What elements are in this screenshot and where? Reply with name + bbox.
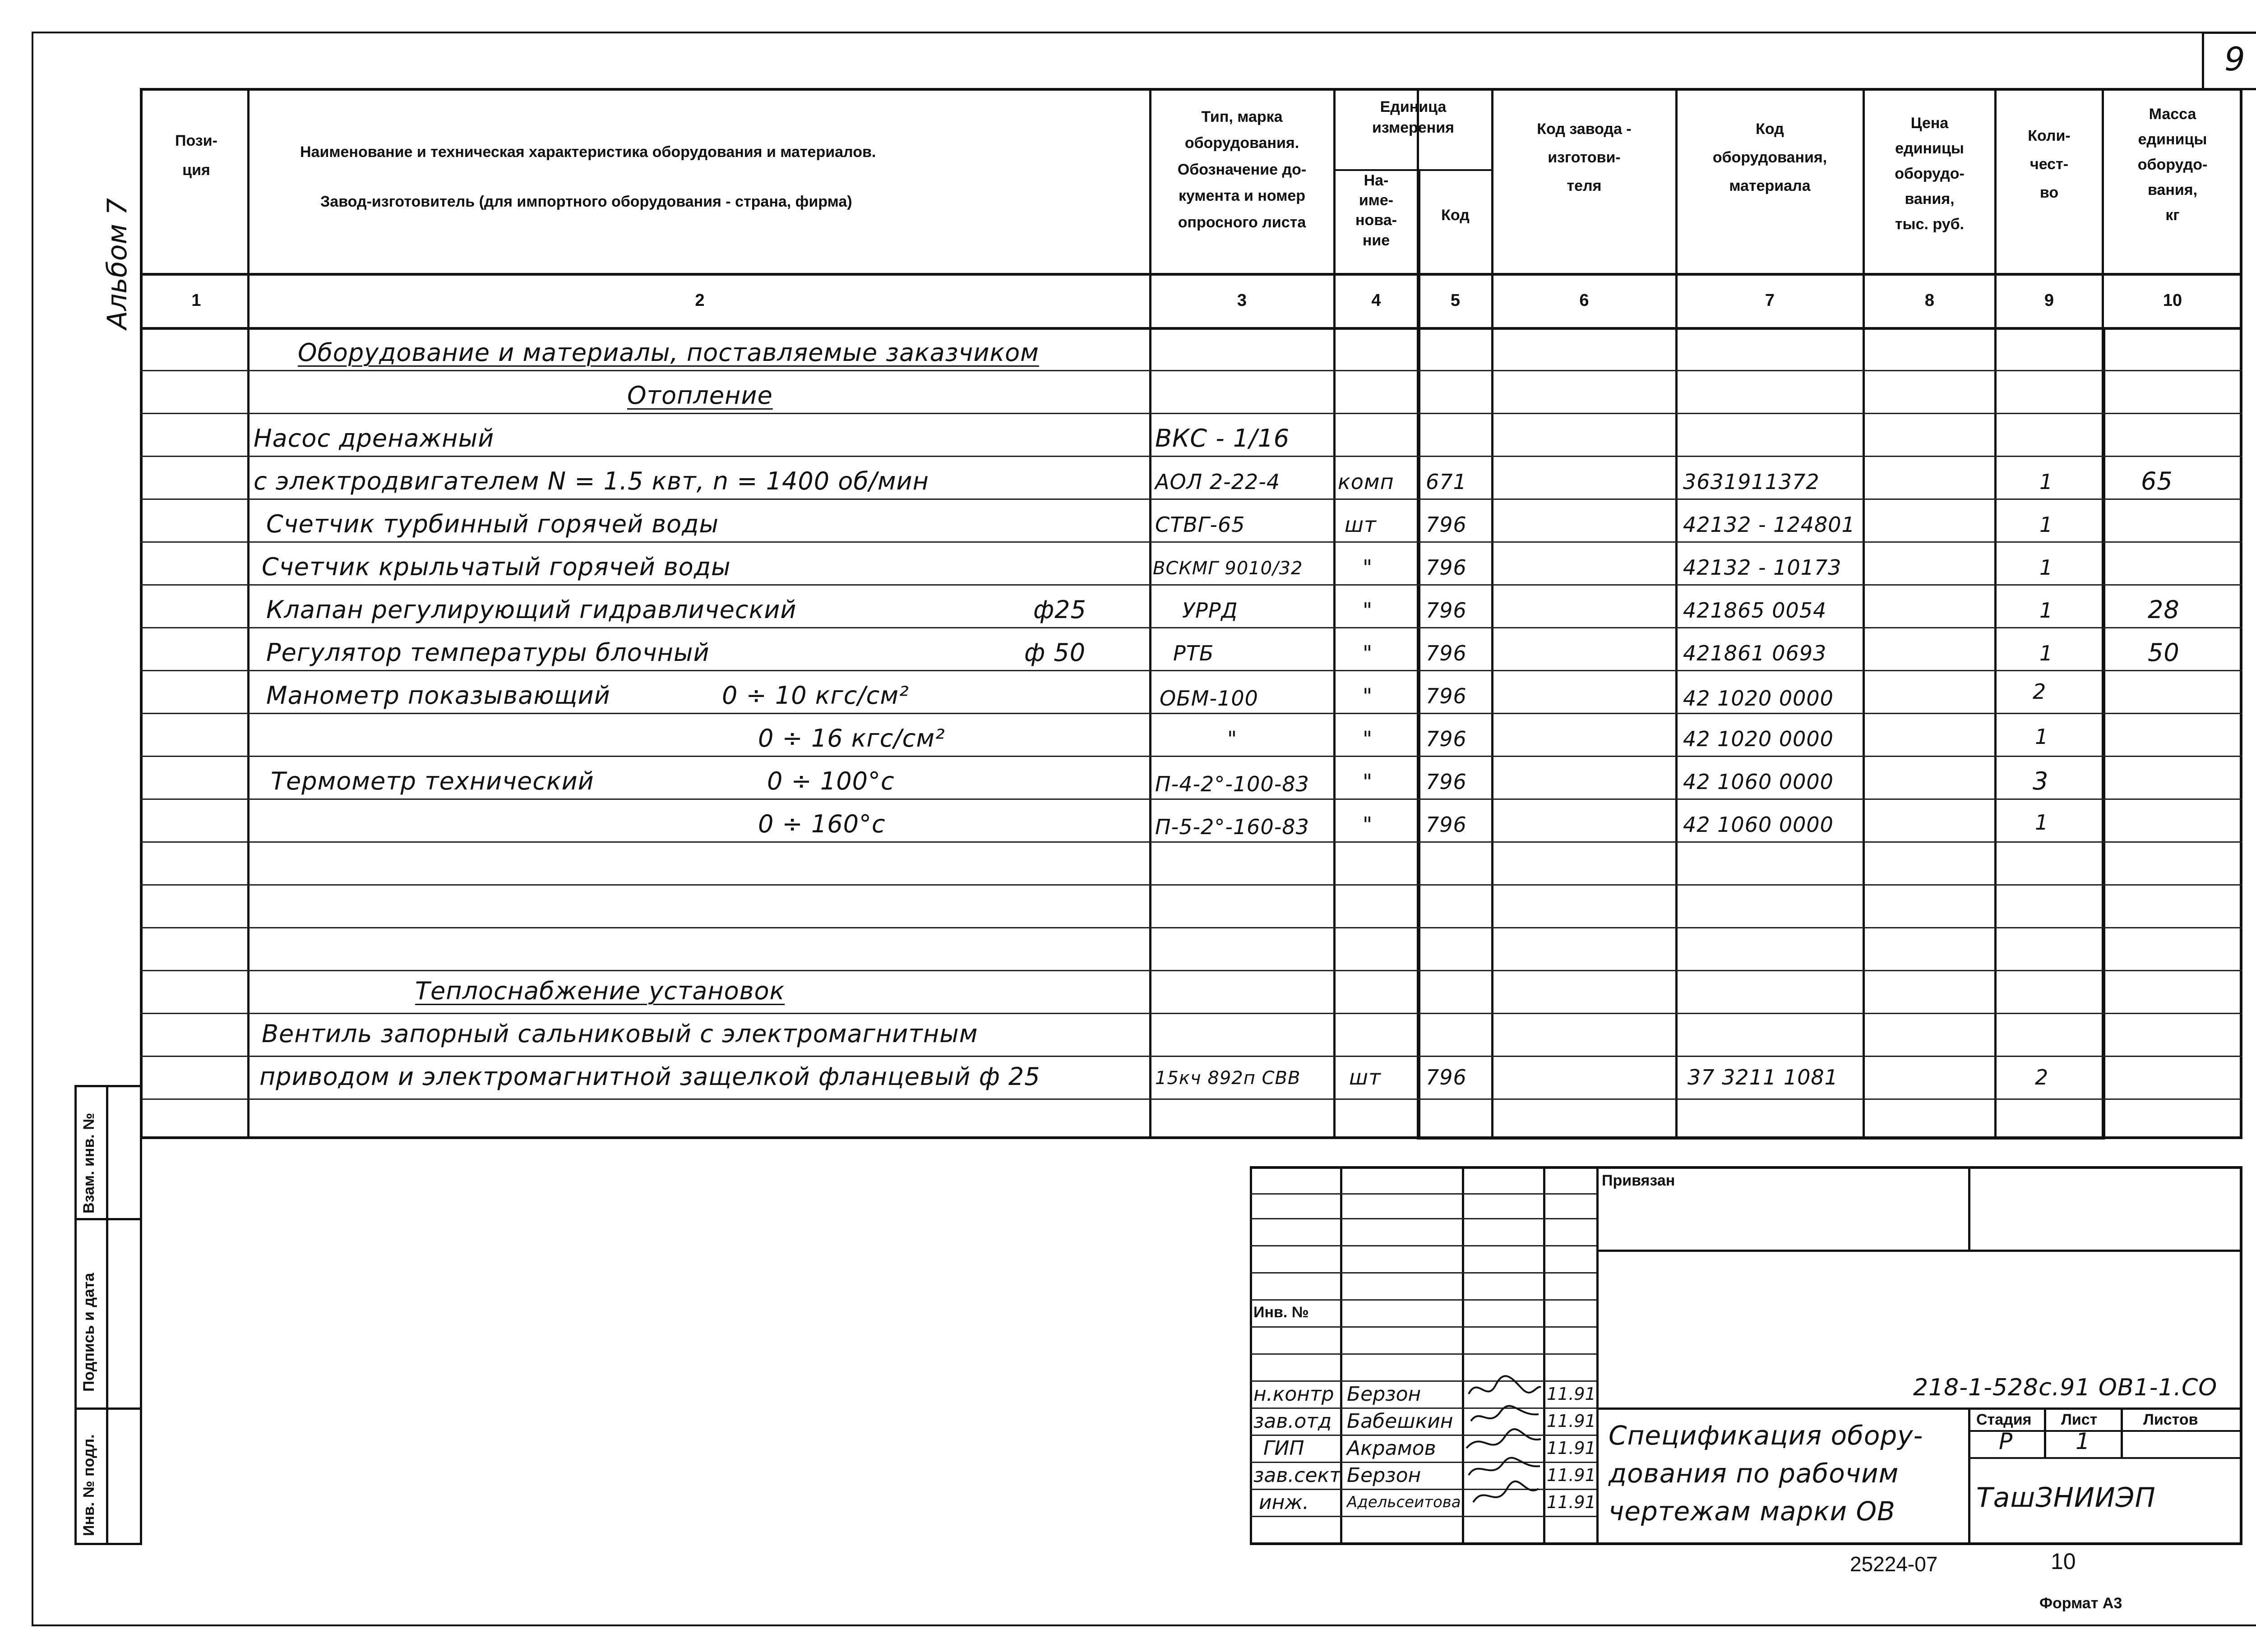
- table-row-line: [140, 370, 2242, 371]
- side-stamp-divider: [106, 1085, 108, 1545]
- title-block-row-line: [1250, 1516, 1596, 1517]
- staff-date: 11.91: [1547, 1411, 1596, 1431]
- item-type: П-4-2°-100-83: [1155, 772, 1309, 796]
- item-size: 0 ÷ 100°с: [767, 767, 895, 795]
- tb-divider: [2121, 1407, 2123, 1457]
- sheet-number: 9: [2224, 40, 2246, 78]
- table-row-line: [140, 884, 2242, 886]
- tb-divider: [1968, 1407, 1970, 1545]
- title-block-row-line: [1250, 1489, 1596, 1490]
- colnum-3: 3: [1237, 291, 1247, 310]
- side-label-inv-orig: Инв. № подл.: [80, 1434, 97, 1536]
- item-quantity: 2: [2035, 1065, 2049, 1089]
- title-block-row-line: [1250, 1218, 1596, 1219]
- item-unit: ": [1363, 684, 1373, 708]
- item-equipment-code: 42132 - 10173: [1683, 555, 1842, 580]
- item-type: ОБМ-100: [1160, 686, 1258, 711]
- table-row-line: [140, 584, 2242, 586]
- colnum-bottom-line: [140, 327, 2242, 330]
- sheet-value: 1: [2076, 1428, 2090, 1454]
- item-unit-code: 796: [1426, 512, 1467, 537]
- item-name: Счетчик крыльчатый горячей воды: [262, 553, 731, 581]
- title-block-row-line: [1250, 1353, 1596, 1355]
- colnum-1: 1: [191, 291, 201, 310]
- document-code: 218-1-528с.91 ОВ1-1.СО: [1913, 1374, 2218, 1401]
- item-equipment-code: 3631911372: [1683, 470, 1820, 494]
- title-block-row-line: [1250, 1407, 1596, 1409]
- colnum-2: 2: [695, 291, 705, 310]
- item-type: РТБ: [1173, 641, 1214, 665]
- title-block-row-line: [1250, 1380, 1596, 1382]
- sheets-label: Листов: [2143, 1411, 2198, 1428]
- header-position: Пози- ция: [175, 132, 217, 179]
- item-mass: 65: [2141, 467, 2173, 495]
- item-type: УРРД: [1182, 598, 1238, 623]
- staff-role: инж.: [1259, 1491, 1309, 1514]
- item-size: ф 50: [1024, 638, 1086, 667]
- staff-date: 11.91: [1547, 1465, 1596, 1485]
- sheet-label: Лист: [2061, 1411, 2098, 1428]
- item-type: ВКС - 1/16: [1155, 424, 1290, 452]
- signature-marks: [1464, 1353, 1543, 1543]
- col-divider: [1863, 88, 1865, 1139]
- colnum-9: 9: [2044, 291, 2054, 310]
- col-divider: [2102, 88, 2104, 329]
- item-unit: комп: [1338, 470, 1394, 494]
- organization: ТашЗНИИЭП: [1976, 1482, 2156, 1514]
- item-size: ф25: [1033, 595, 1086, 624]
- table-row-line: [140, 841, 2242, 843]
- item-unit-code: 796: [1426, 598, 1467, 623]
- col-divider: [1333, 88, 1336, 1139]
- item-quantity: 1: [2039, 470, 2053, 494]
- item-equipment-code: 421861 0693: [1683, 641, 1827, 665]
- item-quantity: 1: [2039, 555, 2053, 580]
- item-unit: ": [1363, 555, 1373, 580]
- staff-date: 11.91: [1547, 1492, 1596, 1512]
- item-name: с электродвигателем N = 1.5 квт, n = 1400 об/мин: [254, 467, 929, 495]
- col-divider: [1491, 88, 1493, 1139]
- side-label-sign-date: Подпись и дата: [80, 1273, 97, 1392]
- item-quantity: 1: [2039, 598, 2053, 623]
- tb-line: [1596, 1407, 2242, 1410]
- table-row-line: [140, 1056, 2242, 1057]
- staff-role: зав.сект: [1253, 1464, 1341, 1487]
- colnum-10: 10: [2163, 291, 2182, 310]
- section-heading: Теплоснабжение установок: [415, 977, 785, 1005]
- tb-line: [1596, 1250, 2242, 1252]
- tb-divider: [1340, 1166, 1342, 1545]
- item-unit-code: 796: [1426, 812, 1467, 837]
- section-heading: Оборудование и материалы, поставляемые заказчиком: [298, 338, 1039, 367]
- item-unit-code: 796: [1426, 641, 1467, 665]
- stage-value: Р: [1999, 1428, 2013, 1454]
- table-row-line: [140, 541, 2242, 543]
- tb-divider: [2044, 1407, 2046, 1457]
- item-unit-code: 796: [1426, 770, 1467, 794]
- staff-name: Бабешкин: [1347, 1410, 1453, 1433]
- header-bottom-line: [140, 273, 2242, 276]
- header-unit-code: Код: [1441, 207, 1470, 224]
- item-type: П-5-2°-160-83: [1155, 815, 1309, 839]
- table-row-line: [140, 1098, 2242, 1100]
- privyazan-label: Привязан: [1602, 1172, 1675, 1189]
- header-mass: Масса единицы оборудо- вания, кг: [2137, 106, 2208, 224]
- item-unit-code: 671: [1426, 470, 1467, 494]
- item-equipment-code: 42132 - 124801: [1683, 512, 1855, 537]
- item-equipment-code: 42 1020 0000: [1683, 727, 1834, 751]
- item-quantity: 1: [2039, 512, 2053, 537]
- item-type: ": [1227, 727, 1238, 751]
- item-quantity: 2: [2033, 679, 2047, 704]
- header-price: Цена единицы оборудо- вания, тыс. руб.: [1895, 115, 1965, 233]
- table-row-line: [140, 756, 2242, 757]
- item-equipment-code: 42 1020 0000: [1683, 686, 1834, 711]
- item-unit: ": [1363, 598, 1373, 623]
- item-name: Термометр технический: [271, 767, 594, 795]
- staff-name: Адельсеитова: [1347, 1493, 1461, 1511]
- item-unit-code: 796: [1426, 1065, 1467, 1089]
- header-unit-name: На- име- нова- ние: [1355, 172, 1397, 249]
- item-unit: шт: [1345, 512, 1377, 537]
- table-row-line: [140, 456, 2242, 457]
- item-unit: шт: [1349, 1065, 1381, 1089]
- header-factory-code: Код завода - изготови- теля: [1537, 120, 1632, 194]
- staff-role: ГИП: [1263, 1437, 1304, 1460]
- table-row-line: [140, 498, 2242, 500]
- item-type: 15кч 892п СВВ: [1155, 1068, 1301, 1089]
- item-unit-code: 796: [1426, 727, 1467, 751]
- side-label-vzam-inv: Взам. инв. №: [80, 1112, 97, 1214]
- document-title: Спецификация обору- дования по рабочим чертежам марки ОВ: [1609, 1420, 1923, 1527]
- colnum-5: 5: [1450, 291, 1461, 310]
- item-size: 0 ÷ 10 кгс/см²: [722, 681, 909, 710]
- col-divider: [1994, 88, 1997, 1139]
- item-name: Насос дренажный: [254, 424, 495, 452]
- item-name: Регулятор температуры блочный: [266, 638, 710, 667]
- item-unit-code: 796: [1426, 684, 1467, 708]
- item-equipment-code: 421865 0054: [1683, 598, 1827, 623]
- item-type: ВСКМГ 9010/32: [1153, 558, 1303, 579]
- item-name: Вентиль запорный сальниковый с электромагнитным: [262, 1020, 978, 1048]
- format-label: Формат А3: [2039, 1595, 2122, 1612]
- col-divider: [1149, 88, 1151, 1139]
- table-row-line: [140, 798, 2242, 800]
- subsection-heading: Отопление: [627, 381, 773, 410]
- item-unit-code: 796: [1426, 555, 1467, 580]
- item-unit: ": [1363, 812, 1373, 837]
- col-divider: [1675, 88, 1678, 1139]
- title-block-row-line: [1250, 1462, 1596, 1463]
- colnum-6: 6: [1579, 291, 1589, 310]
- header-name-line2: Завод-изготовитель (для импортного оборудования - страна, фирма): [320, 193, 852, 210]
- item-name: Манометр показывающий: [266, 681, 610, 710]
- title-block-row-line: [1250, 1435, 1596, 1436]
- item-mass: 28: [2148, 595, 2180, 624]
- item-equipment-code: 42 1060 0000: [1683, 770, 1834, 794]
- staff-name: Акрамов: [1347, 1437, 1436, 1460]
- title-block-row-line: [1250, 1326, 1596, 1328]
- staff-date: 11.91: [1547, 1384, 1596, 1404]
- header-quantity: Коли- чест- во: [2028, 127, 2071, 201]
- album-label: Альбом 7: [102, 198, 133, 329]
- item-name: приводом и электромагнитной защелкой фланцевый ф 25: [259, 1062, 1040, 1091]
- header-type: Тип, марка оборудования. Обозначение до- кумента и номер опросного листа: [1177, 108, 1307, 231]
- col-divider: [247, 88, 250, 1139]
- item-name: Счетчик турбинный горячей воды: [266, 510, 719, 538]
- table-row-line: [140, 970, 2242, 971]
- item-type: СТВГ-65: [1155, 512, 1245, 537]
- item-quantity: 3: [2033, 767, 2049, 795]
- item-size: 0 ÷ 160°с: [758, 810, 886, 838]
- staff-name: Берзон: [1347, 1464, 1421, 1487]
- tb-divider: [1596, 1166, 1599, 1545]
- stage-label: Стадия: [1976, 1411, 2032, 1428]
- item-name: Клапан регулирующий гидравлический: [266, 595, 797, 624]
- table-row-line: [140, 413, 2242, 414]
- staff-name: Берзон: [1347, 1383, 1421, 1406]
- item-quantity: 1: [2035, 810, 2049, 835]
- tb-line: [1968, 1457, 2242, 1459]
- staff-role: зав.отд: [1253, 1410, 1332, 1433]
- col-divider: [1417, 169, 1420, 1139]
- item-equipment-code: 37 3211 1081: [1687, 1065, 1838, 1089]
- item-type: АОЛ 2-22-4: [1155, 470, 1281, 494]
- item-size: 0 ÷ 16 кгс/см²: [758, 724, 945, 752]
- title-block-row-line: [1250, 1299, 1596, 1301]
- table-row-line: [140, 927, 2242, 928]
- table-row-line: [140, 670, 2242, 671]
- table-row-line: [140, 627, 2242, 628]
- item-unit: ": [1363, 770, 1373, 794]
- data-box-bottom: [1417, 1137, 2105, 1140]
- title-block-row-line: [1250, 1193, 1596, 1195]
- side-stamp-line: [74, 1218, 142, 1220]
- page-number: 10: [2051, 1549, 2076, 1574]
- item-unit: ": [1363, 727, 1373, 751]
- side-stamp-line: [74, 1407, 142, 1410]
- inv-no-label: Инв. №: [1253, 1304, 1309, 1321]
- item-equipment-code: 42 1060 0000: [1683, 812, 1834, 837]
- colnum-8: 8: [1924, 291, 1935, 310]
- staff-role: н.контр: [1253, 1383, 1334, 1406]
- item-unit: ": [1363, 641, 1373, 665]
- inventory-stamp: 25224-07: [1850, 1552, 1938, 1576]
- item-mass: 50: [2148, 638, 2180, 667]
- table-row-line: [140, 713, 2242, 714]
- col-divider: [2102, 329, 2105, 1139]
- staff-date: 11.91: [1547, 1438, 1596, 1458]
- item-quantity: 1: [2039, 641, 2053, 665]
- header-equipment-code: Код оборудования, материала: [1712, 120, 1827, 194]
- header-unit-group: Единица измерения: [1372, 98, 1454, 136]
- title-block-row-line: [1250, 1245, 1596, 1246]
- item-quantity: 1: [2035, 724, 2049, 749]
- tb-divider: [1543, 1166, 1545, 1545]
- colnum-4: 4: [1371, 291, 1381, 310]
- colnum-7: 7: [1765, 291, 1775, 310]
- tb-divider: [1968, 1166, 1970, 1250]
- header-name-line1: Наименование и техническая характеристика оборудования и материалов.: [300, 143, 876, 161]
- table-row-line: [140, 1013, 2242, 1014]
- title-block-row-line: [1250, 1272, 1596, 1274]
